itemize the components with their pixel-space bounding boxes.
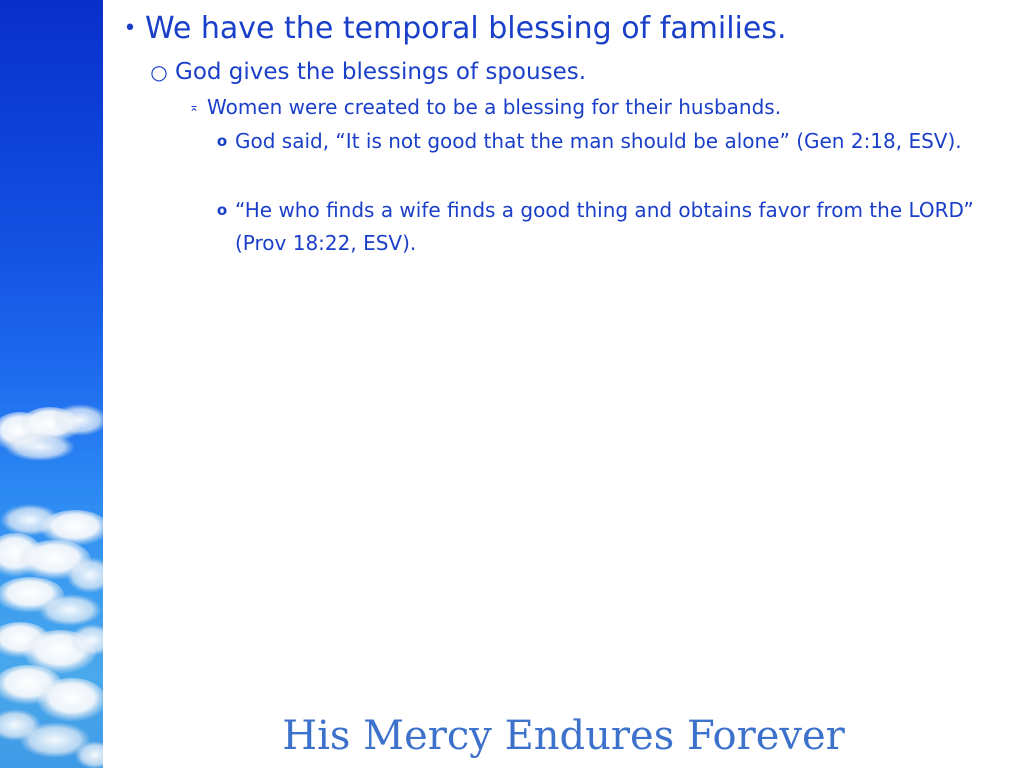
slide-footer-title: His Mercy Endures Forever	[282, 713, 845, 759]
bullet-level4-item	[209, 194, 1004, 260]
sky-clouds-panel	[0, 0, 103, 768]
bullet-level2-text: God gives the blessings of spouses.	[175, 59, 587, 85]
bullet-o-icon: o	[216, 132, 228, 150]
bullet-flag-icon: ⌅	[188, 100, 200, 114]
bullet-o-icon: o	[216, 201, 228, 219]
bullet-level2	[143, 55, 1003, 89]
bullet-level1	[115, 8, 995, 50]
cloud-image	[0, 0, 103, 768]
bullet-circle-icon: ○	[150, 60, 168, 84]
bullet-level1-text: We have the temporal blessing of families.	[145, 11, 787, 46]
bullet-level4-text: “He who finds a wife finds a good thing and obtains favor from the LORD” (Prov 18:22, ESV).	[235, 198, 974, 255]
bullet-level4-item	[209, 125, 1004, 158]
slide-content	[103, 0, 1024, 768]
bullet-level3	[181, 91, 1001, 123]
bullet-level4-text: God said, “It is not good that the man should be alone” (Gen 2:18, ESV).	[235, 129, 962, 153]
bullet-level3-text: Women were created to be a blessing for their husbands.	[207, 95, 782, 119]
bullet-dot-icon: •	[123, 16, 137, 41]
